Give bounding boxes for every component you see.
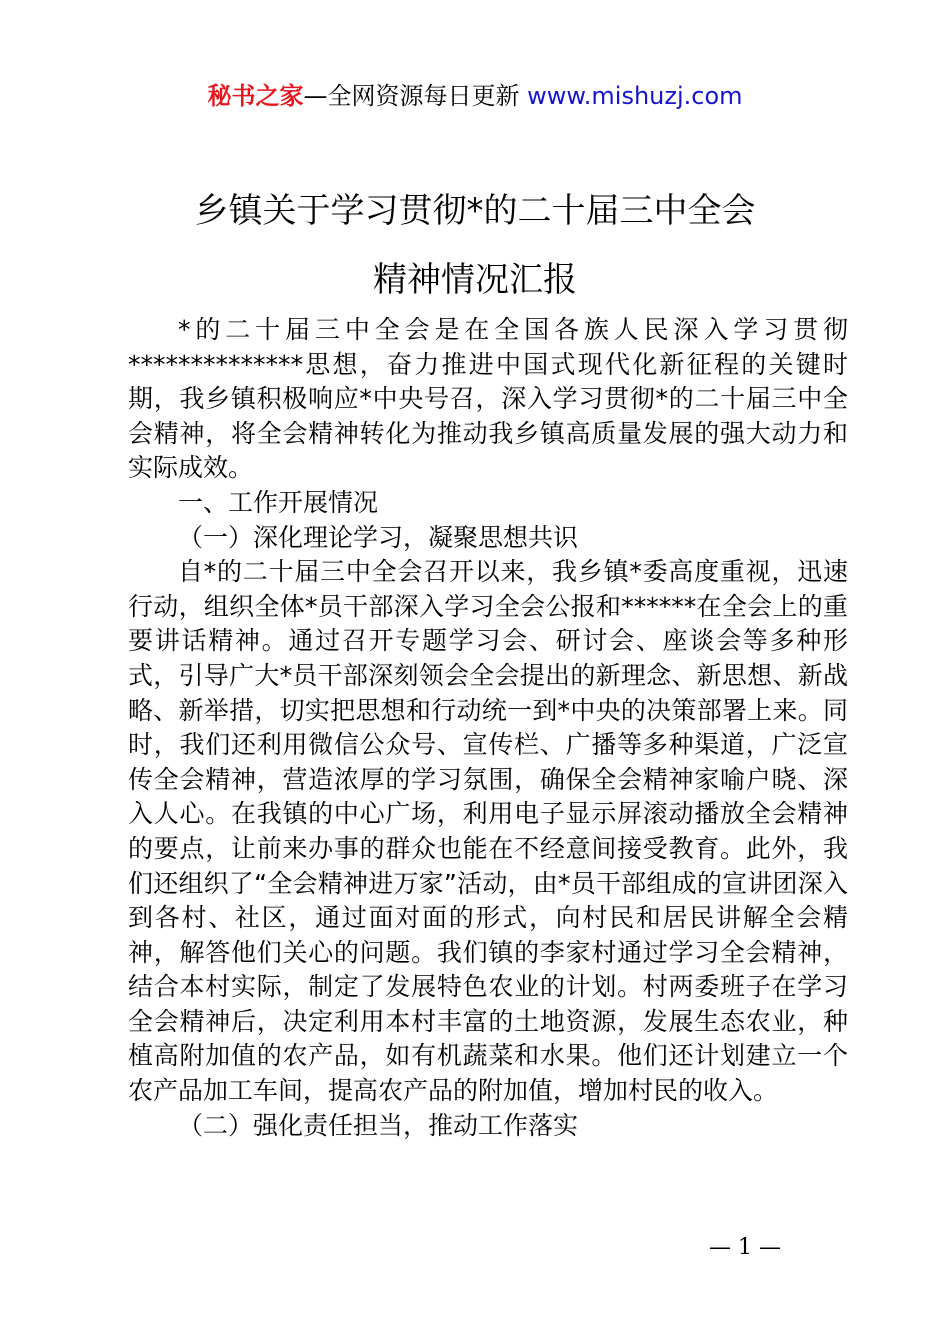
body-paragraph-theory-study: 自*的二十届三中全会召开以来，我乡镇*委高度重视，迅速行动，组织全体*员干部深入学习全会公报和******在全会上的重要讲话精神。通过召开专题学习会、研讨会、座谈会等多种形式，引导广大*员干部深刻领会全会提出的新理念、新思想、新战略、新举措，切实把思想和行动统一到*中央的决策部署上来。同时，我们还利用微信公众号、宣传栏、广播等多种渠道，广泛宣传全会精神，营造浓厚的学习氛围，确保全会精神家喻户晓、深入人心。在我镇的中心广场，利用电子显示屏滚动播放全会精神的要点，让前来办事的群众也能在不经意间接受教育。此外，我们还组织了“全会精神进万家”活动，由*员干部组成的宣讲团深入到各村、社区，通过面对面的形式，向村民和居民讲解全会精神，解答他们关心的问题。我们镇的李家村通过学习全会精神，结合本村实际，制定了发展特色农业的计划。村两委班子在学习全会精神后，决定利用本村丰富的土地资源，发展生态农业，种植高附加值的农产品，如有机蔬菜和水果。他们还计划建立一个农产品加工车间，提高农产品的附加值，增加村民的收入。 (128, 557, 848, 1106)
section-heading-work-status: 一、工作开展情况 (178, 487, 379, 517)
subsection-heading-theory-study: （一）深化理论学习，凝聚思想共识 (178, 522, 579, 552)
site-banner (0, 78, 950, 114)
page-number: — 1 — (709, 1235, 781, 1260)
document-body (128, 313, 848, 1143)
site-url-link[interactable]: www.mishuzj.com (527, 82, 743, 110)
document-title-line-2: 精神情况汇报 (373, 260, 577, 300)
banner-tagline: 全网资源每日更新 (327, 82, 528, 110)
document-title-line-1: 乡镇关于学习贯彻*的二十届三中全会 (194, 191, 756, 231)
brand-name: 秘书之家 (207, 82, 304, 110)
intro-paragraph: *的二十届三中全会是在全国各族人民深入学习贯彻**************思想，奋力推进中国式现代化新征程的关键时期，我乡镇积极响应*中央号召，深入学习贯彻*的二十届三中全会精神，将全会精神转化为推动我乡镇高质量发展的强大动力和实际成效。 (128, 315, 848, 483)
banner-separator: — (303, 82, 328, 110)
subsection-heading-responsibility: （二）强化责任担当，推动工作落实 (178, 1110, 579, 1140)
